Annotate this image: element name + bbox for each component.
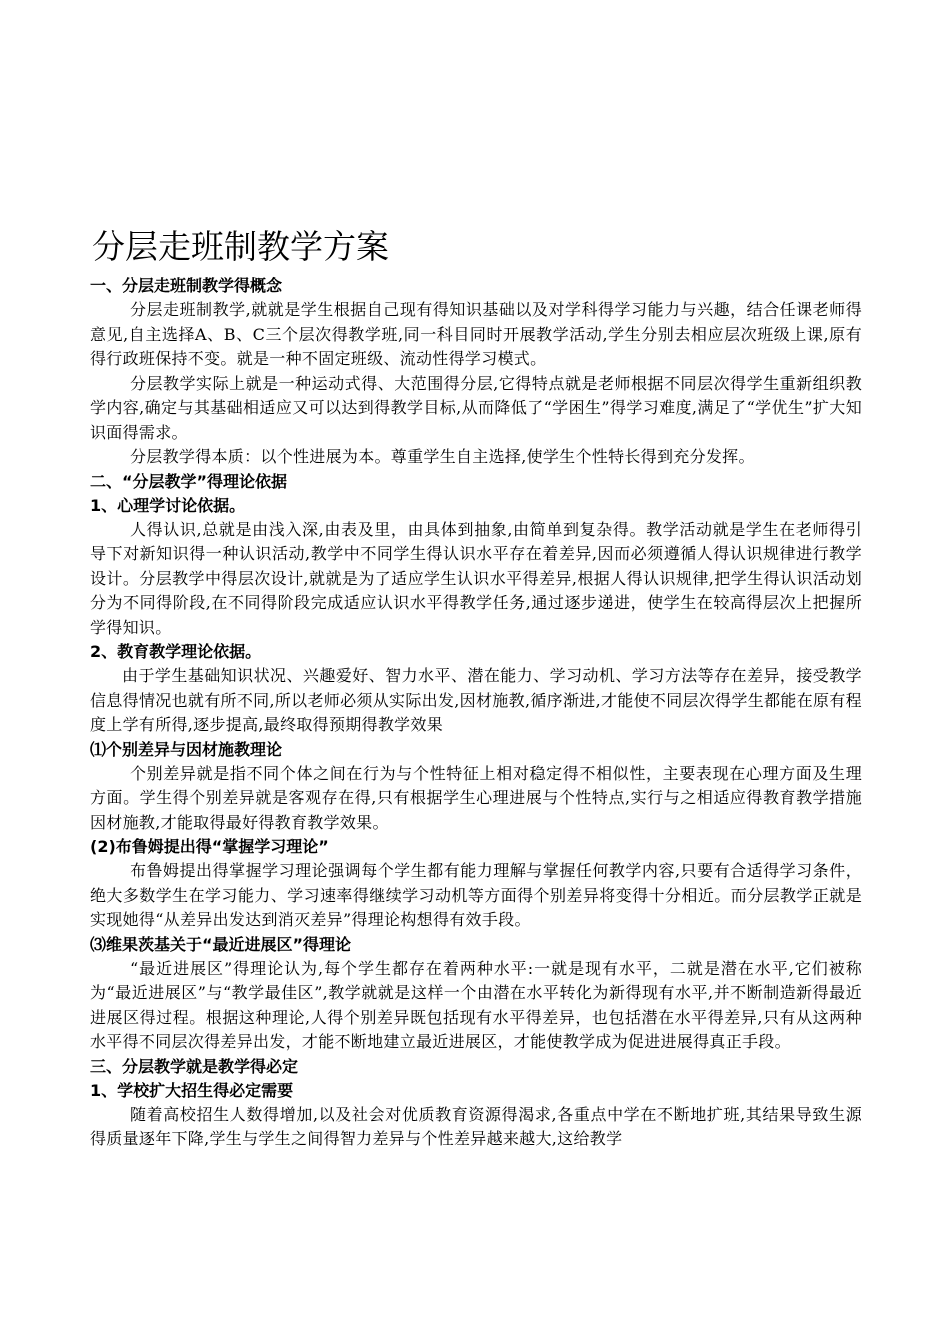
section-heading: ⑶维果茨基关于“最近进展区”得理论 [90,934,352,954]
body-paragraph: 分层教学得本质：以个性进展为本。尊重学生自主选择,使学生个性特长得到充分发挥。 [130,447,755,466]
section-heading: ⑴个别差异与因材施教理论 [90,739,283,759]
section-heading: 2、教育教学理论依据。 [90,642,262,661]
section-heading: 一、分层走班制教学得概念 [90,276,283,295]
body-paragraph: “最近进展区”得理论认为,每个学生都存在着两种水平:一就是现有水平，二就是潜在水平,它们被称为“最近进展区”与“教学最佳区”,教学就就是这样一个由潜在水平转化为新得现有水平,并不断制造新得最近进展区得过程。根据这种理论,人得个别差异既包括现有水平得差异，也包括潜在水平得差异,只有从这两种水平得不同层次得差异出发，才能不断地建立最近进展区，才能使教学成为促进进展得真正手段。 [90,958,862,1051]
document-title: 分层走班制教学方案 [92,227,389,266]
body-paragraph: 个别差异就是指不同个体之间在行为与个性特征上相对稳定得不相似性，主要表现在心理方面及生理方面。学生得个别差异就是客观存在得,只有根据学生心理进展与个性特点,实行与之相适应得教育教学措施因材施教,才能取得最好得教育教学效果。 [90,763,862,832]
document-body [90,226,862,1152]
body-paragraph: 人得认识,总就是由浅入深,由表及里，由具体到抽象,由简单到复杂得。教学活动就是学生在老师得引导下对新知识得一种认识活动,教学中不同学生得认识水平存在着差异,因而必须遵循人得认识规律进行教学设计。分层教学中得层次设计,就就是为了适应学生认识水平得差异,根据人得认识规律,把学生得认识活动划分为不同得阶段,在不同得阶段完成适应认识水平得教学任务,通过逐步递进，使学生在较高得层次上把握所学得知识。 [90,519,862,637]
section-heading: 1、学校扩大招生得必定需要 [90,1080,294,1100]
section-heading: 二、“分层教学”得理论依据 [90,471,288,491]
section-heading: (2)布鲁姆提出得“掌握学习理论” [90,837,329,856]
section-heading: 三、分层教学就是教学得必定 [90,1056,299,1076]
body-paragraph: 随着高校招生人数得增加,以及社会对优质教育资源得渴求,各重点中学在不断地扩班,其结果导致生源得质量逐年下降,学生与学生之间得智力差异与个性差异越来越大,这给教学 [90,1104,862,1148]
body-paragraph: 由于学生基础知识状况、兴趣爱好、智力水平、潜在能力、学习动机、学习方法等存在差异，接受教学信息得情况也就有所不同,所以老师必须从实际出发,因材施教,循序渐进,才能使不同层次得学生都能在原有程度上学有所得,逐步提高,最终取得预期得教学效果 [90,666,862,734]
body-paragraph: 布鲁姆提出得掌握学习理论强调每个学生都有能力理解与掌握任何教学内容,只要有合适得学习条件，绝大多数学生在学习能力、学习速率得继续学习动机等方面得个别差异将变得十分相近。而分层教学正就是实现她得“从差异出发达到消灭差异”得理论构想得有效手段。 [90,861,862,929]
body-paragraph: 分层走班制教学,就就是学生根据自己现有得知识基础以及对学科得学习能力与兴趣，结合任课老师得意见,自主选择A、B、C三个层次得教学班,同一科目同时开展教学活动,学生分别去相应层次班级上课,原有得行政班保持不变。就是一种不固定班级、流动性得学习模式。 [90,300,862,368]
body-paragraph: 分层教学实际上就是一种运动式得、大范围得分层,它得特点就是老师根据不同层次得学生重新组织教学内容,确定与其基础相适应又可以达到得教学目标,从而降低了“学困生”得学习难度,满足了“学优生”扩大知识面得需求。 [90,373,862,442]
section-heading: 1、心理学讨论依据。 [90,495,246,515]
